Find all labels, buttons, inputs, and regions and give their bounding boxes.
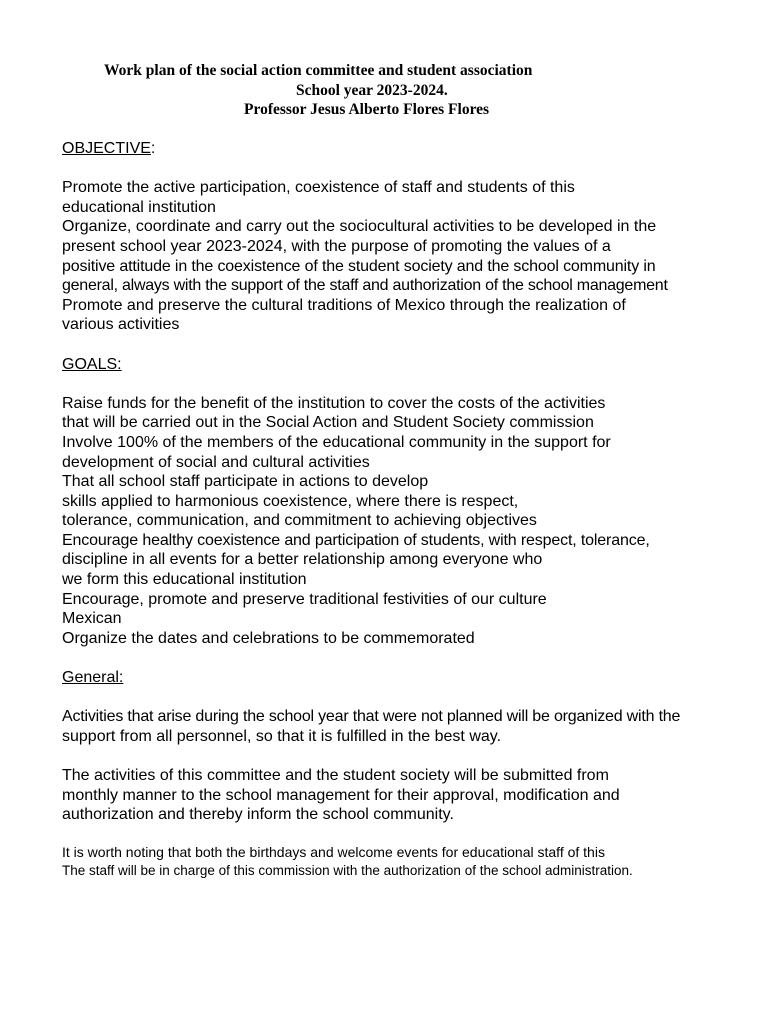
objective-line: positive attitude in the coexistence of the student society and the school community in: [62, 257, 656, 275]
objective-line: general, always with the support of the staff and authorization of the school management: [62, 277, 668, 295]
objective-heading-text: OBJECTIVE: [62, 140, 151, 157]
goals-line: Raise funds for the benefit of the institution to cover the costs of the activities: [62, 394, 606, 412]
objective-heading: [62, 139, 752, 159]
goals-line: Organize the dates and celebrations to be commemorated: [62, 629, 475, 647]
general-paragraph-2: [62, 766, 752, 825]
goals-section: [62, 394, 752, 649]
general-line: The activities of this committee and the student society will be submitted from: [62, 767, 609, 784]
note-line: The staff will be in charge of this commission with the authorization of the school administration.: [62, 862, 633, 878]
goals-line: Encourage healthy coexistence and participation of students, with respect, tolerance,: [62, 531, 650, 549]
school-year: School year 2023-2024.: [296, 81, 448, 99]
goals-line: That all school staff participate in actions to develop: [62, 473, 429, 491]
goals-line: that will be carried out in the Social Action and Student Society commission: [62, 414, 594, 432]
objective-line: various activities: [62, 316, 180, 334]
general-line: Activities that arise during the school year that were not planned will be organized with the: [62, 708, 681, 726]
general-line: authorization and thereby inform the school community.: [62, 806, 454, 824]
goals-line: Mexican: [62, 610, 122, 628]
goals-line: discipline in all events for a better relationship among everyone who: [62, 551, 543, 569]
general-paragraph-1: [62, 707, 752, 746]
general-line: monthly manner to the school management for their approval, modification and: [62, 786, 620, 804]
goals-line: Involve 100% of the members of the educational community in the support for: [62, 433, 611, 451]
objective-line: Organize, coordinate and carry out the sociocultural activities to be developed in the: [62, 218, 657, 236]
goals-line: Encourage, promote and preserve traditional festivities of our culture: [62, 590, 547, 608]
objective-section: [62, 178, 752, 335]
general-note: [62, 844, 752, 879]
goals-line: we form this educational institution: [62, 571, 307, 589]
goals-heading: [62, 355, 752, 375]
objective-line: Promote the active participation, coexistence of staff and students of this: [62, 179, 575, 197]
goals-heading-text: GOALS:: [62, 355, 122, 373]
document-body: [62, 139, 752, 879]
objective-line: present school year 2023-2024, with the purpose of promoting the values of a: [62, 237, 611, 255]
goals-line: skills applied to harmonious coexistence, where there is respect,: [62, 492, 519, 510]
objective-line: Promote and preserve the cultural traditions of Mexico through the realization of: [62, 296, 626, 314]
general-heading-text: General:: [62, 669, 124, 687]
goals-line: tolerance, communication, and commitment to achieving objectives: [62, 512, 537, 530]
general-line: support from all personnel, so that it is fulfilled in the best way.: [62, 727, 502, 745]
goals-line: development of social and cultural activities: [62, 453, 370, 471]
general-heading: [62, 668, 752, 688]
document-title: Work plan of the social action committee and student association: [104, 62, 533, 79]
objective-line: educational institution: [62, 198, 216, 216]
professor-name: Professor Jesus Alberto Flores Flores: [244, 101, 490, 118]
note-line: It is worth noting that both the birthdays and welcome events for educational staff of this: [62, 844, 605, 861]
objective-heading-colon: :: [150, 140, 156, 157]
document-header: [0, 61, 768, 120]
